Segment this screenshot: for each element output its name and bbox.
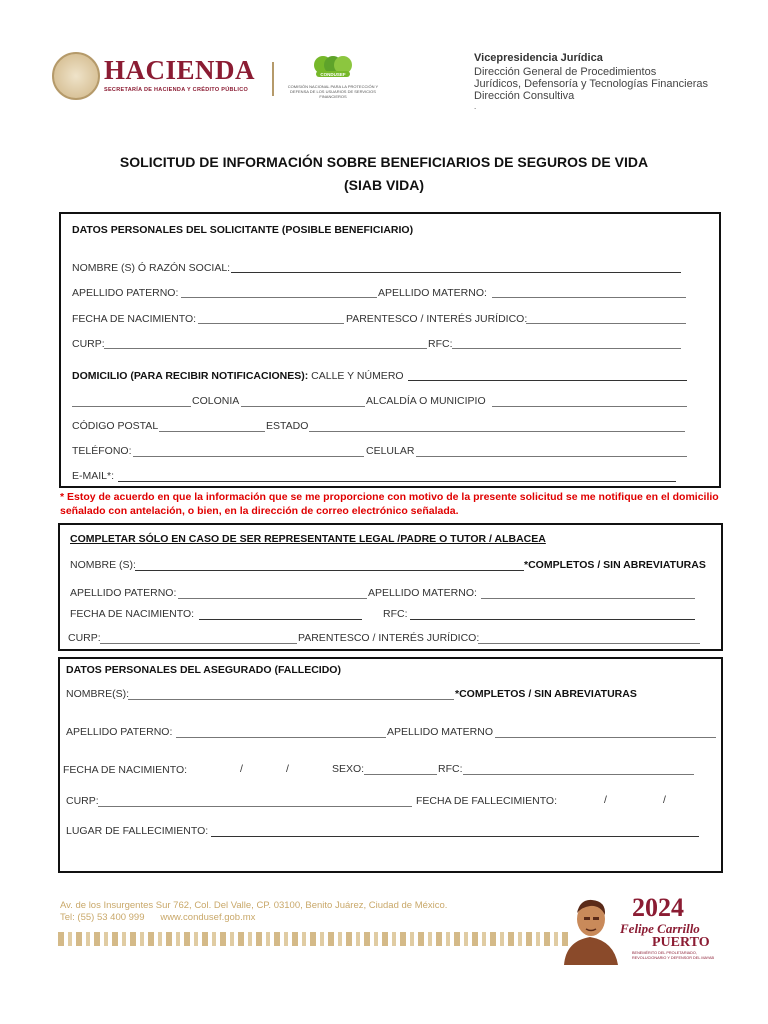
ap-materno-field[interactable] [492,297,686,298]
hacienda-logo-wordmark: HACIENDA [104,55,256,85]
footer-fcp-surname: PUERTO [652,935,710,950]
vp-line-1: Dirección General de Procedimientos [474,66,657,78]
aseg-rfc-field[interactable] [463,774,694,775]
footer-greca-ornament [58,932,568,946]
alcaldia-field[interactable] [492,406,687,407]
cp-field[interactable] [159,431,265,432]
aseg-ap-materno-field[interactable] [495,737,716,738]
aseg-sexo-label: SEXO: [332,763,365,775]
asegurado-heading: DATOS PERSONALES DEL ASEGURADO (FALLECIDO) [66,664,341,676]
footer-contact: Tel: (55) 53 400 999 www.condusef.gob.mx [60,912,256,923]
rep-parentesco-label: PARENTESCO / INTERÉS JURÍDICO: [298,632,480,644]
aseg-nombre-field[interactable] [128,699,454,700]
fecha-nac-field[interactable] [198,323,344,324]
domicilio-label: DOMICILIO (PARA RECIBIR NOTIFICACIONES): [72,370,309,382]
condusef-caption: COMISIÓN NACIONAL PARA LA PROTECCIÓN Y DEFENSA DE LOS USUARIOS DE SERVICIOS FINANCIEROS [287,84,379,99]
aseg-nombre-label: NOMBRE(S): [66,688,129,700]
footer-fcp-subtitle: BENEMÉRITO DEL PROLETARIADO, REVOLUCIONARIO Y DEFENSOR DEL MAYAB [632,951,715,960]
rep-curp-label: CURP: [68,632,101,644]
representante-heading: COMPLETAR SÓLO EN CASO DE SER REPRESENTANTE LEGAL /PADRE O TUTOR / ALBACEA [70,533,546,545]
alcaldia-label: ALCALDÍA O MUNICIPIO [366,395,486,407]
telefono-field[interactable] [133,456,364,457]
rep-curp-field[interactable] [100,643,297,644]
telefono-label: TELÉFONO: [72,445,132,457]
aseg-fecha-nac-label: FECHA DE NACIMIENTO: [63,764,188,776]
aseg-fecha-fall-slash-2: / [663,794,666,806]
felipe-carrillo-portrait-icon [560,893,620,965]
email-label: E-MAIL*: [72,470,115,482]
mexico-coat-of-arms-icon [52,52,100,100]
aseg-lugar-fall-field[interactable] [211,836,699,837]
ap-paterno-label: APELLIDO PATERNO: [72,287,179,299]
footer-year: 2024 [632,893,684,922]
aseg-rfc-label: RFC: [438,763,463,775]
footer-fcp-name: Felipe Carrillo [620,921,700,936]
vp-line-4: . [474,102,477,111]
rfc-label: RFC: [428,338,453,350]
rep-parentesco-field[interactable] [478,643,700,644]
colonia-field-2[interactable] [241,406,365,407]
aseg-ap-materno-label: APELLIDO MATERNO [387,726,493,738]
rep-ap-materno-label: APELLIDO MATERNO: [368,587,477,599]
solicitante-heading: DATOS PERSONALES DEL SOLICITANTE (POSIBLE BENEFICIARIO) [72,224,414,236]
consent-note: * Estoy de acuerdo en que la información que se me proporcione con motivo de la presente solicitud se me notifique en el domicilio señalado con antelación, o bien, en la dirección de correo electrónico señalada. [60,491,719,517]
calle-label: CALLE Y NÚMERO [311,370,404,382]
aseg-fecha-fall-slash-1: / [604,794,607,806]
celular-label: CELULAR [366,445,415,457]
condusef-logo-icon [310,55,356,79]
rep-ap-paterno-field[interactable] [178,598,367,599]
rfc-field[interactable] [452,348,681,349]
rep-rfc-label: RFC: [383,608,408,620]
ap-paterno-field[interactable] [181,297,377,298]
footer-address: Av. de los Insurgentes Sur 762, Col. Del Valle, CP. 03100, Benito Juárez, Ciudad de México. [60,900,448,911]
rep-ap-materno-field[interactable] [481,598,695,599]
estado-label: ESTADO [266,420,309,432]
vp-line-3: Dirección Consultiva [474,90,575,102]
aseg-fecha-fall-label: FECHA DE FALLECIMIENTO: [416,795,558,807]
calle-field[interactable] [408,380,687,381]
rep-rfc-field[interactable] [410,619,695,620]
celular-field[interactable] [416,456,687,457]
hacienda-logo-subtitle: SECRETARÍA DE HACIENDA Y CRÉDITO PÚBLICO [104,87,249,93]
parentesco-field[interactable] [526,323,686,324]
rep-nombre-field[interactable] [135,570,524,571]
cp-label: CÓDIGO POSTAL [72,420,159,432]
colonia-field[interactable] [72,406,191,407]
header-divider [272,62,274,96]
aseg-curp-label: CURP: [66,795,99,807]
nombre-label: NOMBRE (S) Ó RAZÓN SOCIAL: [72,262,231,274]
vp-line-2: Jurídicos, Defensoría y Tecnologías Financieras [474,78,708,90]
aseg-curp-field[interactable] [98,806,412,807]
aseg-fecha-nac-slash-1: / [240,763,243,775]
rep-fecha-nac-field[interactable] [199,619,362,620]
curp-field[interactable] [104,348,427,349]
aseg-sexo-field[interactable] [364,774,437,775]
rep-nombre-label: NOMBRE (S): [70,559,136,571]
ap-materno-label: APELLIDO MATERNO: [378,287,487,299]
rep-ap-paterno-label: APELLIDO PATERNO: [70,587,177,599]
condusef-logo-text: CONDUSEF [320,72,346,77]
aseg-completos-note: *COMPLETOS / SIN ABREVIATURAS [455,688,637,700]
rep-fecha-nac-label: FECHA DE NACIMIENTO: [70,608,195,620]
email-field[interactable] [118,481,676,482]
aseg-ap-paterno-field[interactable] [176,737,386,738]
rep-completos-note: *COMPLETOS / SIN ABREVIATURAS [524,559,706,571]
aseg-lugar-fall-label: LUGAR DE FALLECIMIENTO: [66,825,209,837]
aseg-ap-paterno-label: APELLIDO PATERNO: [66,726,173,738]
nombre-field[interactable] [231,272,681,273]
fecha-nac-label: FECHA DE NACIMIENTO: [72,313,197,325]
parentesco-label: PARENTESCO / INTERÉS JURÍDICO: [346,313,528,325]
curp-label: CURP: [72,338,105,350]
document-subtitle: (SIAB VIDA) [343,177,425,193]
estado-field[interactable] [309,431,685,432]
vp-title: Vicepresidencia Jurídica [474,52,603,64]
domicilio-row [72,370,404,382]
aseg-fecha-nac-slash-2: / [286,763,289,775]
document-title: SOLICITUD DE INFORMACIÓN SOBRE BENEFICIARIOS DE SEGUROS DE VIDA [119,154,649,170]
colonia-label: COLONIA [192,395,240,407]
